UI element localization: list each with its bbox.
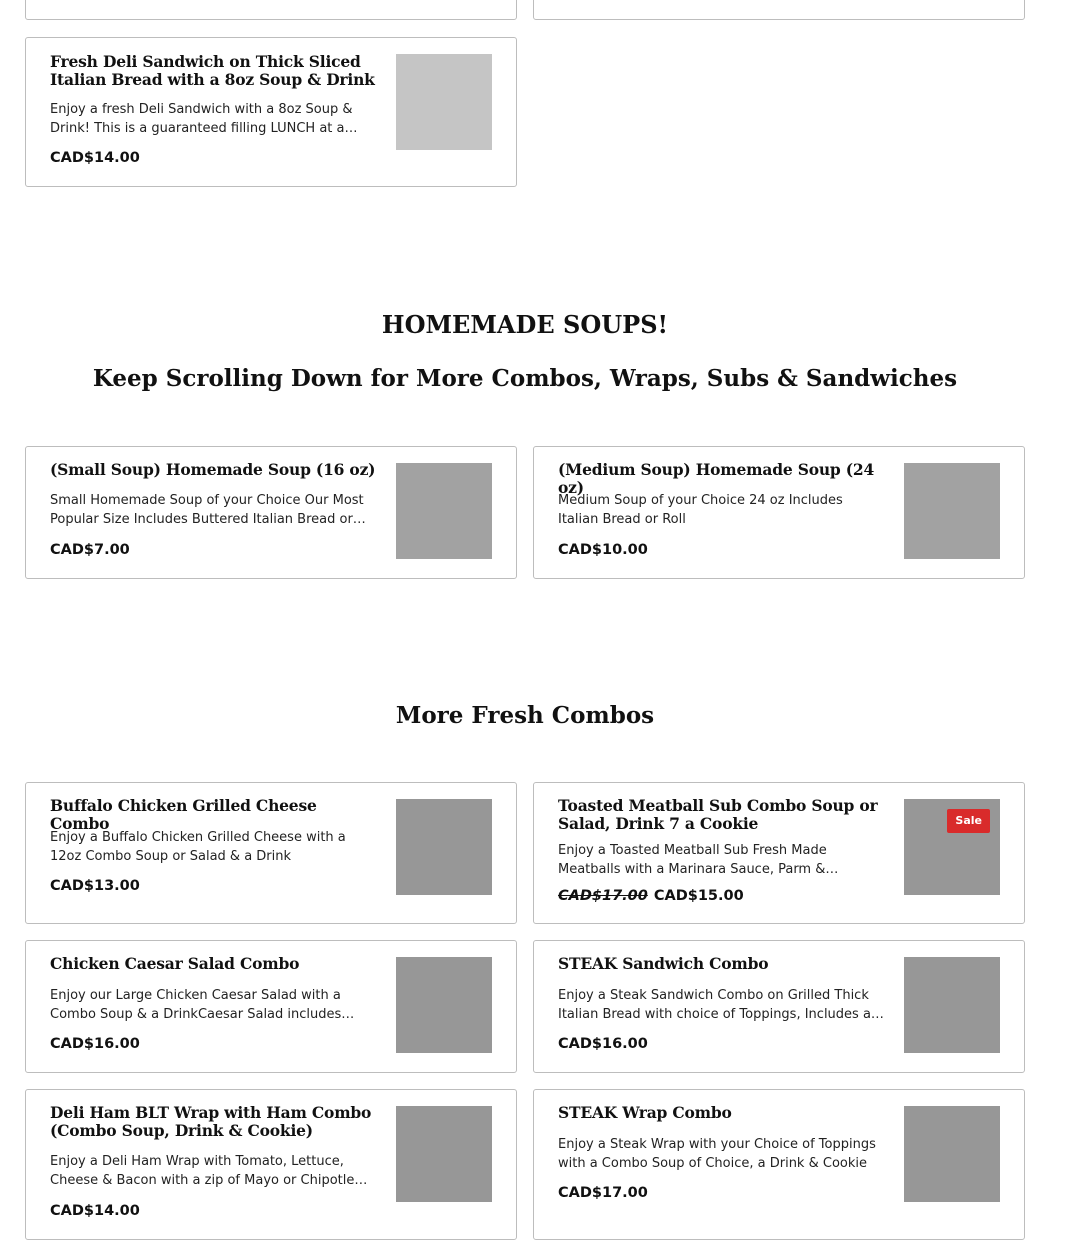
item-title: (Small Soup) Homemade Soup (16 oz) (50, 460, 376, 479)
item-title: STEAK Wrap Combo (558, 1103, 732, 1122)
item-description: Enjoy a Steak Wrap with your Choice of Toppings with a Combo Soup of Choice, a Drink & Cookie (558, 1137, 876, 1171)
item-image (904, 1106, 1000, 1202)
item-price: CAD$7.00 (50, 542, 130, 558)
menu-item-card-ham-blt-wrap[interactable] (25, 1089, 517, 1240)
item-sale-price: CAD$15.00 (653, 888, 744, 904)
item-title: STEAK Sandwich Combo (558, 954, 769, 973)
item-price: CAD$13.00 (50, 878, 140, 894)
item-price: CAD$16.00 (50, 1036, 140, 1052)
menu-item-card-partial-right[interactable] (533, 0, 1025, 20)
item-title: Chicken Caesar Salad Combo (50, 954, 300, 973)
item-title: Buffalo Chicken Grilled Cheese Combo (50, 796, 317, 833)
menu-item-card-deli-sandwich[interactable] (25, 37, 517, 187)
item-description: Enjoy a Steak Sandwich Combo on Grilled Thick Italian Bread with choice of Toppings, Includes a (558, 988, 871, 1022)
item-image (396, 799, 492, 895)
item-image (396, 1106, 492, 1202)
item-price: CAD$14.00 (50, 150, 140, 166)
item-description: Small Homemade Soup of your Choice Our Most Popular Size Includes Buttered Italian Bread or (50, 493, 364, 527)
menu-item-card-small-soup[interactable] (25, 446, 517, 579)
item-price: CAD$10.00 (558, 542, 648, 558)
menu-item-card-steak-wrap[interactable] (533, 1089, 1025, 1240)
menu-item-card-meatball-sub[interactable] (533, 782, 1025, 924)
menu-item-card-medium-soup[interactable] (533, 446, 1025, 579)
item-description: Medium Soup of your Choice 24 oz Includes Italian Bread or Roll (558, 493, 843, 527)
item-image (396, 54, 492, 150)
item-title: Deli Ham BLT Wrap with Ham Combo (Combo Soup, Drink & Cookie) (50, 1103, 372, 1140)
item-title: Fresh Deli Sandwich on Thick Sliced Italian Bread with a 8oz Soup & Drink (50, 52, 375, 89)
item-description: Enjoy a fresh Deli Sandwich with a 8oz Soup & Drink! This is a guaranteed filling LUNCH at a (50, 102, 353, 136)
menu-item-card-partial-left[interactable] (25, 0, 517, 20)
item-title: (Medium Soup) Homemade Soup (24 oz) (558, 460, 875, 497)
menu-item-card-caesar-salad[interactable] (25, 940, 517, 1073)
item-image (904, 463, 1000, 559)
item-title: Toasted Meatball Sub Combo Soup or Salad, Drink 7 a Cookie (558, 796, 878, 833)
item-description: Enjoy our Large Chicken Caesar Salad with a Combo Soup & a DrinkCaesar Salad includes (50, 988, 342, 1022)
item-price (558, 888, 744, 904)
section-subheading-soups: Keep Scrolling Down for More Combos, Wraps, Subs & Sandwiches (92, 365, 958, 392)
section-heading-combos: More Fresh Combos (395, 702, 655, 729)
item-description: Enjoy a Toasted Meatball Sub Fresh Made Meatballs with a Marinara Sauce, Parm & (558, 843, 827, 877)
item-description: Enjoy a Deli Ham Wrap with Tomato, Lettuce, Cheese & Bacon with a zip of Mayo or Chipotle (50, 1154, 355, 1188)
section-heading-soups: HOMEMADE SOUPS! (381, 310, 669, 339)
item-price: CAD$16.00 (558, 1036, 648, 1052)
menu-item-card-steak-sandwich[interactable] (533, 940, 1025, 1073)
menu-item-card-buffalo-chicken[interactable] (25, 782, 517, 924)
item-image (396, 463, 492, 559)
sale-badge: Sale (947, 809, 990, 833)
item-image (396, 957, 492, 1053)
item-image (904, 799, 1000, 895)
item-price: CAD$14.00 (50, 1203, 140, 1219)
item-description: Enjoy a Buffalo Chicken Grilled Cheese with a 12oz Combo Soup or Salad & a Drink (50, 830, 346, 864)
item-original-price: CAD$17.00 (558, 888, 648, 904)
item-price: CAD$17.00 (558, 1185, 648, 1201)
item-image (904, 957, 1000, 1053)
